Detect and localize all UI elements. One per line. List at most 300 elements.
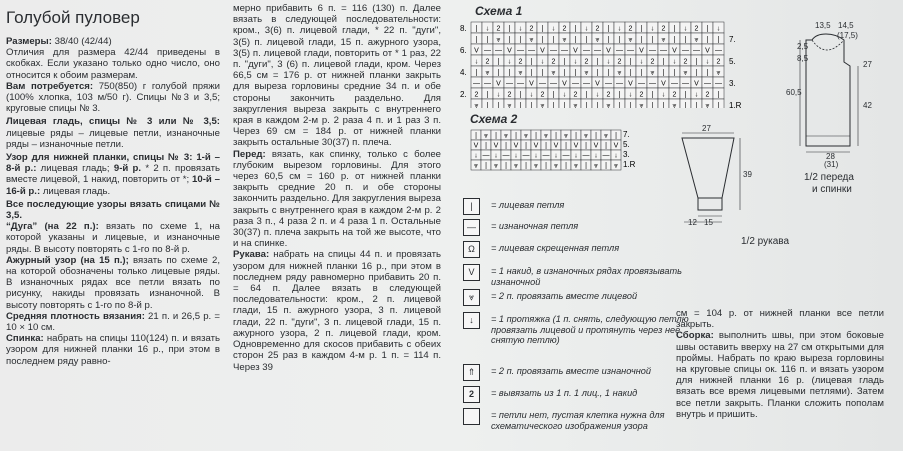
stitch-symbol: 2 [474, 91, 479, 99]
stitch-symbol: 2 [705, 91, 710, 99]
stitch-symbol: | [640, 36, 643, 44]
schema-1-chart [455, 18, 750, 108]
stitch-symbol: ↓ [529, 91, 534, 99]
sleeve-text: набрать на спицы 44 п. и провязать узором для нижней планки 16 р., при этом в последнем ряду равномерно прибавить 20 п. = 64 п. Далее вязать в следующей последовательности: кром., 2 п. лицевой глади, 15 п. ажурного узора, 3 п. лицевой глади, 22 п. "дуги", 3 п. лицевой глади, 15 п. ажурного узора, 2 п. лицевой глади, кром. Одновременно для скосов прибавить с обеих сторон 25 раз в каждом 4-м р. 1 п. = 114 п. Через 39 [233, 249, 441, 373]
stitch-symbol: ⩔ [650, 69, 655, 77]
stitch-symbol: ↓ [683, 25, 688, 33]
stitch-symbol: | [585, 142, 587, 150]
stitch-symbol: V [595, 80, 600, 88]
stitch-symbol: ⩔ [661, 36, 666, 44]
need-text: 750(850) г голубой пряжи (100% хлопка, 103 м/50 г). Спицы №3 и 3,5; круговые спицы № 3. [6, 80, 220, 115]
stitch-symbol: ⩔ [485, 69, 490, 77]
stitch-symbol: | [662, 69, 665, 77]
stitch-symbol: | [618, 102, 621, 108]
stitch-symbol: ⩔ [544, 132, 548, 140]
sizes-label: Размеры: [6, 36, 52, 47]
legend-text-yarnover: = 1 накид, в изнаночных рядах провязывать изнаночной [491, 266, 682, 287]
stitch-symbol: V [573, 142, 579, 150]
stitch-symbol: — [542, 152, 550, 160]
stitch-symbol: ⩔ [551, 69, 556, 77]
band-text-1: лицевая гладь; [36, 163, 110, 175]
arc-label: “Дуга” (на 22 п.): [6, 221, 99, 233]
back-text: набрать на спицы 110(124) п. и вязать узором для нижней планки 16 р., при этом в последнем ряду равно- [6, 333, 220, 367]
stitch-symbol: V [493, 142, 499, 150]
yarn-over-icon: V [463, 264, 480, 281]
front-caption-1: 1/2 переда [804, 172, 854, 183]
stitch-symbol: 2 [595, 25, 600, 33]
stitch-symbol: V [705, 47, 710, 55]
stitch-symbol: | [640, 25, 643, 33]
stitch-symbol: V [553, 142, 559, 150]
stitch-symbol: ⩔ [628, 36, 633, 44]
stitch-symbol: — [502, 152, 510, 160]
stitch-symbol: | [545, 162, 547, 170]
stitch-symbol: | [563, 58, 566, 66]
stitch-symbol: — [682, 47, 689, 55]
schema-1-title: Схема 1 [475, 4, 523, 18]
k2tog-icon: ⩔ [463, 289, 480, 306]
stitch-symbol: | [615, 132, 617, 140]
stitch-symbol: ⩔ [672, 102, 677, 108]
p2tog-icon: ⇑ [463, 364, 480, 381]
stitch-symbol: — [517, 47, 524, 55]
legend-text-ssk: = 1 протяжка (1 п. снять, следующую петлю провязать лицевой и протянуть через нее снятую петлю) [491, 314, 689, 345]
stitch-symbol: | [574, 36, 577, 44]
stitch-symbol: | [607, 25, 610, 33]
stitch-symbol: | [575, 132, 577, 140]
stitch-symbol: — [682, 80, 689, 88]
front-caption-2: и спинки [812, 184, 852, 195]
stitch-symbol: V [606, 47, 611, 55]
density-text: 21 п. и 26,5 р. = 10 × 10 см. [6, 310, 220, 334]
stitch-symbol: | [717, 102, 720, 108]
front-dim-17-5: (17,5) [837, 31, 858, 40]
legend-item-k2tog [463, 289, 703, 313]
legend-item-purl [463, 219, 703, 237]
stitch-symbol: ↓ [716, 25, 721, 33]
stitch-symbol: ⩔ [716, 69, 721, 77]
stitch-symbol: ⩔ [507, 102, 512, 108]
stitch-symbol: 2 [584, 58, 589, 66]
legend-item-twisted [463, 241, 703, 259]
stitch-symbol: ↓ [518, 25, 523, 33]
schema-1-row-label-6: 6. [460, 46, 467, 55]
stitch-symbol: | [497, 69, 500, 77]
stitch-symbol: — [583, 47, 590, 55]
stitch-symbol: | [673, 25, 676, 33]
stitch-symbol: — [539, 80, 546, 88]
stitch-symbol: | [555, 132, 557, 140]
stitch-symbol: | [629, 58, 632, 66]
front-label: Перед: [233, 148, 266, 160]
stitch-symbol: | [662, 102, 665, 108]
stitch-symbol: ⩔ [705, 102, 710, 108]
stitch-symbol: ⩔ [496, 36, 501, 44]
stitch-symbol: — [582, 152, 590, 160]
stitch-symbol: ⩔ [694, 36, 699, 44]
stitch-symbol: ↓ [672, 58, 677, 66]
stitch-symbol: ⩔ [514, 162, 518, 170]
stitch-symbol: | [541, 69, 544, 77]
stitch-symbol: — [616, 80, 623, 88]
stitch-symbol: 2 [496, 25, 501, 33]
stitch-symbol: ↓ [661, 91, 666, 99]
stitch-symbol: ⩔ [504, 132, 508, 140]
stitch-symbol: V [529, 80, 534, 88]
stitch-symbol: | [629, 69, 632, 77]
stitch-symbol: 2 [485, 58, 490, 66]
stitch-symbol: — [715, 80, 722, 88]
stitch-symbol: | [497, 58, 500, 66]
twisted-stitch-icon: Ω [463, 241, 480, 258]
stitch-symbol: ⩔ [595, 36, 600, 44]
legend-item-yarnover [463, 264, 703, 288]
stitch-symbol: 2 [628, 25, 633, 33]
stitch-symbol: | [695, 69, 698, 77]
stitch-symbol: | [673, 36, 676, 44]
stitch-symbol: | [618, 36, 621, 44]
stitch-symbol: | [495, 132, 497, 140]
density-label: Средняя плотность вязания: [6, 310, 145, 322]
schema-2-row-label-3: 3. [623, 150, 630, 159]
stitch-symbol: | [695, 58, 698, 66]
schema-2-row-label-1: 1.R [623, 160, 636, 169]
stitch-symbol: | [629, 102, 632, 108]
stitch-symbol: 2 [661, 25, 666, 33]
stitch-symbol: | [684, 36, 687, 44]
sizes-note: Отличия для размера 42/44 приведены в скобках. Если указано только одно число, оно относится к обоим размерам. [6, 47, 220, 81]
legend-item-increase [463, 386, 703, 410]
stitch-symbol: | [706, 69, 709, 77]
front-dim-2-5: 2,5 [797, 42, 809, 51]
band-label: Узор для нижней планки, спицы № 3: 1-й – 8-й р.: [6, 152, 220, 175]
stitch-symbol: | [508, 36, 511, 44]
stitch-symbol: 2 [650, 58, 655, 66]
stitch-symbol: | [530, 58, 533, 66]
front-back-outline [806, 34, 850, 146]
back-label: Спинка: [6, 333, 44, 345]
front-dim-8-5: 8,5 [797, 54, 809, 63]
stitch-symbol: ⩔ [554, 162, 558, 170]
stitch-symbol: ↓ [573, 58, 578, 66]
stitch-symbol: — [693, 47, 700, 55]
stitch-symbol: | [717, 91, 720, 99]
stitch-symbol: | [565, 142, 567, 150]
stitch-symbol: | [706, 36, 709, 44]
schema-2-row-label-5: 5. [623, 140, 630, 149]
stitch-symbol: | [585, 91, 588, 99]
stitch-symbol: | [585, 102, 588, 108]
stitch-symbol: — [506, 80, 513, 88]
stitch-symbol: | [505, 142, 507, 150]
schema-1-row-label-4: 4. [460, 68, 467, 77]
column-1 [6, 36, 220, 367]
stitch-symbol: | [541, 25, 544, 33]
stitch-symbol: | [640, 69, 643, 77]
stitch-symbol: — [550, 47, 557, 55]
column-2 [233, 3, 441, 373]
stitch-symbol: ⩔ [584, 132, 588, 140]
stitch-symbol: V [473, 142, 479, 150]
schema-1-row-label-7: 7. [729, 35, 736, 44]
page-title: Голубой пуловер [6, 8, 140, 27]
stitch-symbol: | [662, 58, 665, 66]
sizes-text: 38/40 (42/44) [51, 36, 112, 47]
stitch-symbol: — [660, 47, 667, 55]
legend-text-p2tog: = 2 п. провязать вместе изнаночной [491, 366, 651, 376]
sleeve-dim-height: 39 [743, 170, 752, 179]
stitch-symbol: | [552, 102, 555, 108]
stitch-symbol: | [486, 36, 489, 44]
stitch-symbol: | [607, 69, 610, 77]
stitch-symbol: — [528, 47, 535, 55]
stitch-symbol: — [715, 47, 722, 55]
stitch-symbol: ↓ [554, 152, 558, 160]
stitch-symbol: ⩔ [564, 132, 568, 140]
stitch-symbol: | [595, 132, 597, 140]
stitch-symbol: ↓ [705, 58, 710, 66]
stitch-symbol: | [485, 162, 487, 170]
stitch-symbol: | [706, 25, 709, 33]
stitch-symbol: 2 [507, 91, 512, 99]
stitch-symbol: | [475, 69, 478, 77]
legend-item-knit [463, 198, 703, 216]
stitch-symbol: ↓ [614, 152, 618, 160]
stitch-symbol: — [484, 47, 491, 55]
empty-cell-icon [463, 408, 480, 425]
stitch-symbol: V [639, 47, 644, 55]
stitch-symbol: ⩔ [494, 162, 498, 170]
stitch-symbol: | [530, 102, 533, 108]
stitch-symbol: ⩔ [617, 69, 622, 77]
stitch-symbol: | [475, 25, 478, 33]
stitch-symbol: ↓ [606, 58, 611, 66]
stitch-symbol: ⩔ [594, 162, 598, 170]
stitch-symbol: 2 [562, 25, 567, 33]
stitch-symbol: — [473, 80, 480, 88]
stitch-symbol: 2 [529, 25, 534, 33]
stitch-symbol: 2 [716, 58, 721, 66]
stst-text: лицевые ряды – лицевые петли, изнаночные ряды – изнаночные петли. [6, 127, 220, 150]
front-text: вязать, как спинку, только с более глубоким вырезом горловины. Для этого через 60,5 см = 160 р. от нижней планки закрыть средние 20 п. и обе стороны закончить раздельно. Для закругления выреза закрыть с внутреннего края в каждом 2-м р. 2 раза 3 п., 4 раза 2 п. и 4 раза 1 п. Остальные 30(37) п. плеча закрыть на той же высоте, что и на спинке. [233, 148, 441, 250]
stitch-symbol: ↓ [594, 152, 598, 160]
stitch-symbol: V [496, 80, 501, 88]
stitch-symbol: ↓ [595, 91, 600, 99]
stitch-symbol: V [628, 80, 633, 88]
stitch-symbol: — [627, 47, 634, 55]
front-dim-31: (31) [824, 160, 839, 169]
schema-2-chart [455, 128, 655, 176]
stitch-symbol: — [616, 47, 623, 55]
stitch-symbol: | [563, 69, 566, 77]
purl-stitch-icon: — [463, 219, 480, 236]
legend-text-knit: = лицевая петля [491, 200, 565, 210]
band-label-2: 9-й р. [113, 163, 142, 175]
legend-item-empty [463, 408, 703, 444]
stitch-symbol: | [651, 102, 654, 108]
stitch-symbol: — [671, 80, 678, 88]
stitch-symbol: ⩔ [540, 102, 545, 108]
assembly-text: выполнить швы, при этом боковые швы оставить вверху на 27 см открытыми для проймы. Набрать по краю выреза горловины на круговые спицы ок. 116 п. и вязать узором для нижней планки 16 р. (лицевая гладь вязать все время лицевыми петлями). Затем все петли закрыть. Планки сложить пополам внутрь и пришить. [676, 330, 884, 420]
stitch-symbol: 2 [518, 58, 523, 66]
legend-text-purl: = изнаночная петля [491, 221, 579, 231]
stitch-symbol: | [508, 25, 511, 33]
arc-text: вязать по схеме 1, на которой указаны и лицевые, и изнаночные ряды. В высоту повторять с 1-го по 8-й р. [6, 221, 220, 255]
stitch-symbol: | [684, 102, 687, 108]
stitch-symbol: | [508, 69, 511, 77]
stitch-symbol: | [552, 36, 555, 44]
legend-text-k2tog: = 2 п. провязать вместе лицевой [491, 291, 638, 301]
sleeve-dim-15: 15 [704, 218, 713, 227]
stitch-symbol: | [530, 69, 533, 77]
sleeve-cuff [698, 198, 722, 210]
schema-2-row-label-7: 7. [623, 130, 630, 139]
stitch-symbol: ↓ [507, 58, 512, 66]
stitch-symbol: | [563, 102, 566, 108]
stitch-symbol: | [475, 36, 478, 44]
stitch-symbol: ⩔ [574, 162, 578, 170]
stitch-symbol: V [573, 47, 578, 55]
stitch-symbol: ↓ [474, 58, 479, 66]
legend-text-empty: = петли нет, пустая клетка нужна для схематического изображения узора [491, 410, 665, 431]
stitch-symbol: ⩔ [484, 132, 488, 140]
front-dim-60-5: 60,5 [786, 88, 802, 97]
stitch-symbol: | [505, 162, 507, 170]
stitch-symbol: ↓ [534, 152, 538, 160]
band-label-3: 10-й – 16-й р.: [6, 174, 220, 197]
stitch-symbol: | [574, 25, 577, 33]
stitch-symbol: — [605, 80, 612, 88]
stitch-symbol: | [565, 162, 567, 170]
sleeve-dim-top: 27 [702, 124, 711, 133]
stitch-symbol: ⩔ [584, 69, 589, 77]
schema-2-title: Схема 2 [470, 112, 518, 126]
stitch-symbol: | [519, 102, 522, 108]
stitch-symbol: — [583, 80, 590, 88]
sleeve-outline [682, 138, 734, 198]
front-dim-28: 28 [826, 152, 835, 161]
stitch-symbol: | [515, 132, 517, 140]
stitch-symbol: | [519, 36, 522, 44]
stst-label: Лицевая гладь, спицы № 3 или № 3,5: [6, 116, 220, 128]
sleeve-dim-12: 12 [688, 218, 697, 227]
stitch-symbol: ⩔ [683, 69, 688, 77]
stitch-symbol: | [596, 102, 599, 108]
stitch-symbol: | [519, 91, 522, 99]
stitch-symbol: ↓ [584, 25, 589, 33]
stitch-symbol: ↓ [574, 152, 578, 160]
stitch-symbol: V [540, 47, 545, 55]
stitch-symbol: | [486, 102, 489, 108]
stitch-symbol: V [507, 47, 512, 55]
stitch-symbol: 2 [694, 25, 699, 33]
stitch-symbol: ↓ [494, 152, 498, 160]
stitch-symbol: | [607, 36, 610, 44]
stitch-symbol: — [484, 80, 491, 88]
band-text-3: лицевая гладь. [40, 185, 111, 197]
stitch-symbol: 2 [617, 58, 622, 66]
stitch-symbol: | [596, 58, 599, 66]
stitch-symbol: ⩔ [474, 162, 478, 170]
stitch-symbol: ↓ [514, 152, 518, 160]
stitch-symbol: | [605, 162, 607, 170]
stitch-symbol: V [613, 142, 619, 150]
stitch-symbol: V [593, 142, 599, 150]
legend-item-p2tog [463, 364, 703, 388]
stitch-symbol: — [649, 80, 656, 88]
stitch-symbol: V [474, 47, 479, 55]
stitch-symbol: ↓ [562, 91, 567, 99]
lace-text: вязать по схеме 2, на которой обозначены только лицевые ряды. В изнаночных рядах все петли вязать по рисунку, накиды провязать изнаночной. В высоту повторять с 1-го по 8-й р. [6, 254, 221, 311]
stitch-symbol: | [545, 142, 547, 150]
stitch-symbol: ⩔ [529, 36, 534, 44]
stitch-symbol: ↓ [650, 25, 655, 33]
stitch-symbol: ↓ [540, 58, 545, 66]
stitch-symbol: | [585, 162, 587, 170]
stitch-symbol: ↓ [639, 58, 644, 66]
stitch-symbol: | [475, 132, 477, 140]
stitch-symbol: | [552, 91, 555, 99]
back-continuation: мерно прибавить 6 п. = 116 (130) п. Далее вязать в следующей последовательности: кром., 3(6) п. лицевой глади, * 22 п. "дуги", 3(5) п. лицевой глади, 15 п. ажурного узора, 3(5) п. лицевой глади, повторить от * 1 раз, 22 п. "дуги", 3 (6) п. лицевой глади, кром. Через 66,5 см = 176 р. от нижней планки закрыть для выреза горловины средние 34 п. и обе стороны закончить раздельно. Для закругления выреза закрыть с внутреннего края в каждом 2-м р. 2 раза 4 п. и 1 раз 3 п. Через 69 см = 184 р. от нижней планки закрыть остальные 30(37) п. плеча. [233, 3, 441, 149]
stitch-symbol: 2 [551, 58, 556, 66]
all-label: Все последующие узоры вязать спицами № 3,5. [6, 198, 220, 222]
stitch-symbol: 2 [672, 91, 677, 99]
need-label: Вам потребуется: [6, 80, 94, 92]
assembly-label: Сборка: [676, 330, 714, 342]
stitch-symbol: | [525, 142, 527, 150]
schema-1-row-label-5: 5. [729, 57, 736, 66]
stitch-symbol: ⩔ [573, 102, 578, 108]
schema-1-row-label-8: 8. [460, 24, 467, 33]
stitch-symbol: | [585, 36, 588, 44]
stitch-symbol: | [574, 69, 577, 77]
stitch-symbol: 2 [540, 91, 545, 99]
stitch-symbol: | [618, 91, 621, 99]
stitch-symbol: ↓ [485, 25, 490, 33]
stitch-symbol: ↓ [694, 91, 699, 99]
stitch-symbol: | [673, 69, 676, 77]
stitch-symbol: — [561, 47, 568, 55]
schema-1-row-label-2: 2. [460, 90, 467, 99]
stitch-symbol: ⩔ [524, 132, 528, 140]
stitch-symbol: | [605, 142, 607, 150]
stitch-symbol: | [596, 69, 599, 77]
stitch-symbol: 2 [683, 58, 688, 66]
stitch-symbol: | [695, 102, 698, 108]
stitch-symbol: V [533, 142, 539, 150]
stitch-symbol: — [482, 152, 490, 160]
legend-text-twisted: = лицевая скрещенная петля [491, 243, 620, 253]
stitch-symbol: | [651, 91, 654, 99]
stitch-symbol: — [550, 80, 557, 88]
stitch-symbol: ↓ [496, 91, 501, 99]
stitch-symbol: — [572, 80, 579, 88]
stitch-symbol: V [513, 142, 519, 150]
front-dim-13-5: 13,5 [815, 21, 831, 30]
lace-label: Ажурный узор (на 15 п.); [6, 254, 129, 266]
stitch-symbol: | [684, 91, 687, 99]
stitch-symbol: 2 [573, 91, 578, 99]
stitch-symbol: ⩔ [606, 102, 611, 108]
stitch-symbol: ⩔ [534, 162, 538, 170]
stitch-symbol: | [497, 102, 500, 108]
stitch-symbol: 2 [639, 91, 644, 99]
stitch-symbol: ⩔ [614, 162, 618, 170]
stitch-symbol: — [517, 80, 524, 88]
sleeve-label: Рукава: [233, 249, 270, 261]
stitch-symbol: | [525, 162, 527, 170]
stitch-symbol: — [649, 47, 656, 55]
